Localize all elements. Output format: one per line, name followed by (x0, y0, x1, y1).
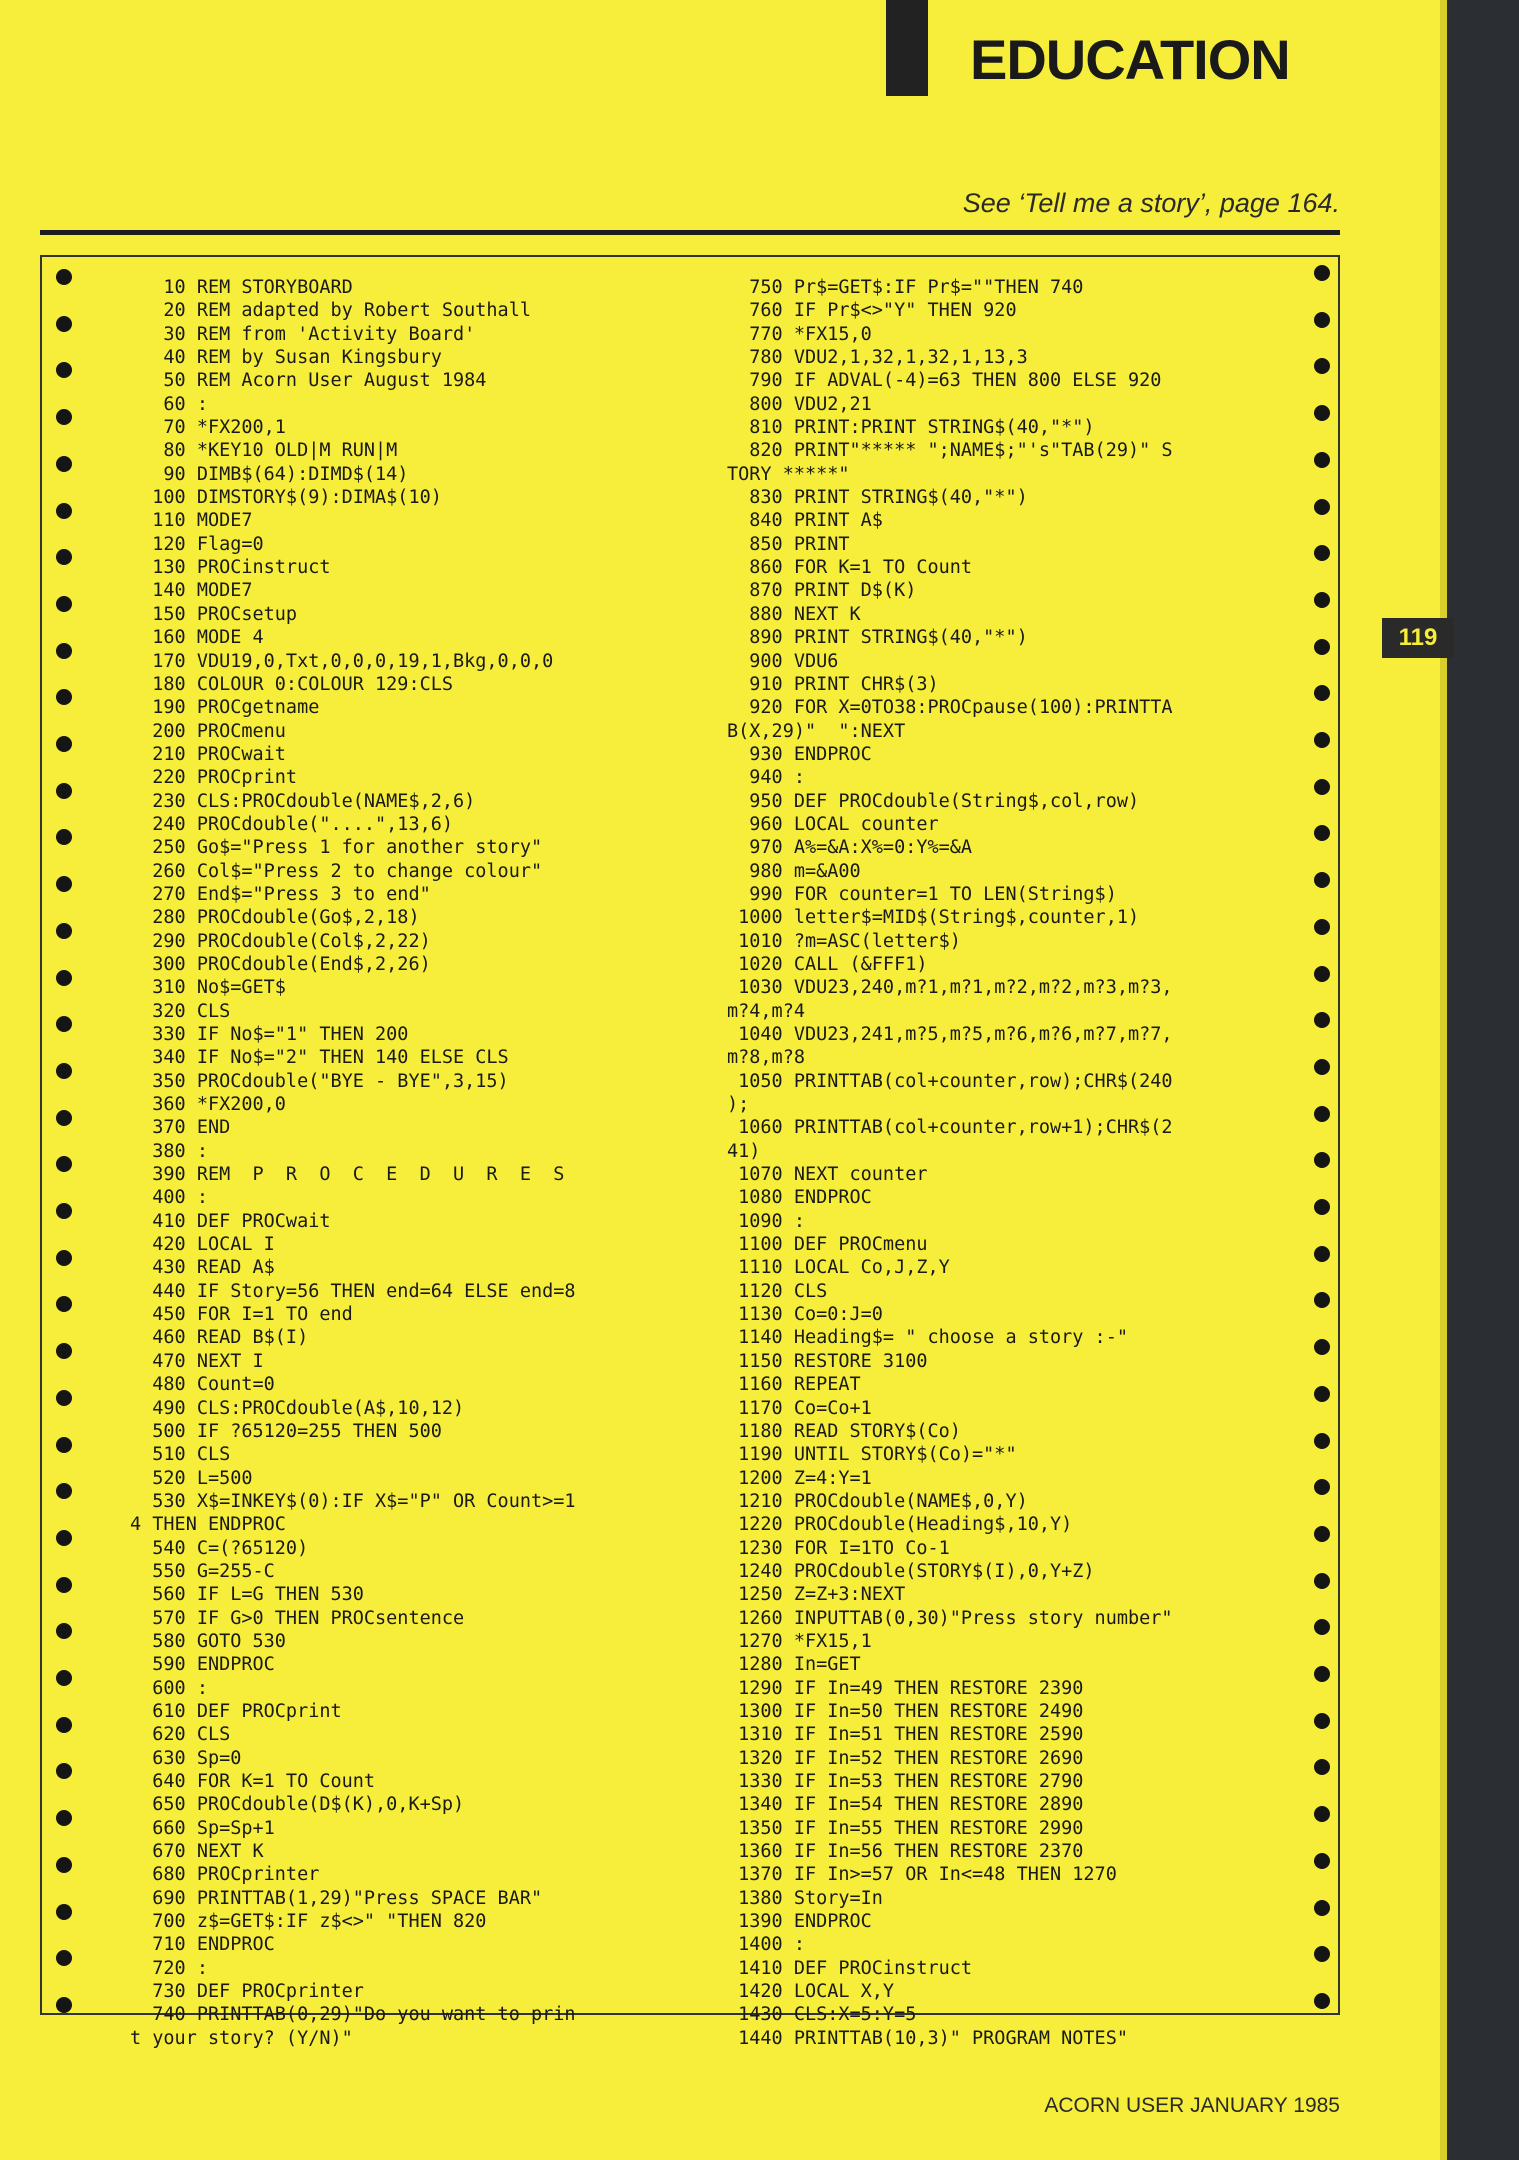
sprocket-hole (1314, 1666, 1330, 1682)
listing-line: 1320 IF In=52 THEN RESTORE 2690 (727, 1747, 1084, 1769)
listing-line: 610 DEF PROCprint (130, 1700, 342, 1722)
listing-line: 260 Col$="Press 2 to change colour" (130, 860, 543, 882)
listing-line: 690 PRINTTAB(1,29)"Press SPACE BAR" (130, 1887, 543, 1909)
listing-line: 890 PRINT STRING$(40,"*") (727, 627, 1028, 649)
listing-line: 1040 VDU23,241,m?5,m?5,m?6,m?6,m?7,m?7, (727, 1024, 1173, 1045)
listing-line: m?4,m?4 (727, 1000, 805, 1022)
sprocket-hole (56, 1483, 72, 1499)
listing-line: 420 LOCAL I (130, 1234, 275, 1256)
listing-line: 370 END (130, 1117, 231, 1139)
sprocket-hole (56, 1390, 72, 1406)
listing-line: 1110 LOCAL Co,J,Z,Y (727, 1257, 950, 1279)
sprocket-hole (56, 1203, 72, 1219)
listing-line: 1160 REPEAT (727, 1374, 861, 1396)
listing-line: 310 No$=GET$ (130, 977, 286, 999)
sprocket-hole (1314, 1900, 1330, 1916)
sprocket-hole (1314, 1059, 1330, 1075)
listing-line: 490 CLS:PROCdouble(A$,10,12) (130, 1397, 465, 1419)
sprocket-hole (1314, 1573, 1330, 1589)
sprocket-hole (1314, 499, 1330, 515)
listing-line: 1000 letter$=MID$(String$,counter,1) (727, 907, 1140, 929)
listing-line: 10 REM STORYBOARD (130, 277, 353, 298)
listing-line: 590 ENDPROC (130, 1654, 275, 1676)
listing-line: 1210 PROCdouble(NAME$,0,Y) (727, 1490, 1028, 1512)
sprocket-hole (1314, 1993, 1330, 2009)
cross-reference-subtitle: See ‘Tell me a story’, page 164. (962, 188, 1340, 218)
listing-line: 990 FOR counter=1 TO LEN(String$) (727, 883, 1117, 905)
listing-line: 280 PROCdouble(Go$,2,18) (130, 907, 420, 929)
listing-line: 110 MODE7 (130, 510, 253, 532)
sprocket-hole (56, 1904, 72, 1920)
listing-line: 340 IF No$="2" THEN 140 ELSE CLS (130, 1047, 509, 1069)
listing-line: 360 *FX200,0 (130, 1094, 286, 1116)
sprocket-hole (56, 1670, 72, 1686)
header-rule (40, 230, 1340, 235)
listing-line: 200 PROCmenu (130, 720, 286, 742)
sprocket-hole (56, 1063, 72, 1079)
listing-line: 1010 ?m=ASC(letter$) (727, 930, 961, 952)
sprocket-hole (56, 1110, 72, 1126)
listing-line: m?8,m?8 (727, 1047, 805, 1069)
listing-line: 20 REM adapted by Robert Southall (130, 300, 531, 322)
listing-line: 1090 : (727, 1210, 805, 1232)
listing-line: 390 REM P R O C E D U R E S (130, 1164, 565, 1186)
listing-line: 1180 READ STORY$(Co) (727, 1420, 961, 1442)
listing-line: 130 PROCinstruct (130, 557, 331, 579)
sprocket-hole (1314, 452, 1330, 468)
sprocket-hole (56, 409, 72, 425)
sprocket-hole (1314, 1853, 1330, 1869)
listing-line: 1280 In=GET (727, 1654, 861, 1676)
listing-line: 470 NEXT I (130, 1350, 264, 1372)
listing-line: 710 ENDPROC (130, 1934, 275, 1956)
listing-line: 1190 UNTIL STORY$(Co)="*" (727, 1444, 1017, 1466)
listing-line: 30 REM from 'Activity Board' (130, 323, 476, 345)
listing-line: 100 DIMSTORY$(9):DIMA$(10) (130, 487, 442, 509)
sprocket-hole (56, 549, 72, 565)
listing-line: 980 m=&A00 (727, 860, 861, 882)
listing-line: 150 PROCsetup (130, 603, 298, 625)
sprocket-hole (1314, 358, 1330, 374)
listing-line: 740 PRINTTAB(0,29)"Do you want to prin (130, 2004, 576, 2026)
listing-line: 1420 LOCAL X,Y (727, 1981, 895, 2003)
listing-line: 920 FOR X=0TO38:PROCpause(100):PRINTTA (727, 697, 1173, 719)
listing-line: 970 A%=&A:X%=0:Y%=&A (727, 837, 973, 859)
listing-line: 540 C=(?65120) (130, 1537, 309, 1559)
sprocket-hole (1314, 1246, 1330, 1262)
sprocket-hole (1314, 919, 1330, 935)
listing-line: 1220 PROCdouble(Heading$,10,Y) (727, 1514, 1073, 1536)
listing-line: 380 : (130, 1140, 208, 1162)
listing-line: 720 : (130, 1957, 208, 1979)
listing-line: 790 IF ADVAL(-4)=63 THEN 800 ELSE 920 (727, 370, 1162, 392)
listing-line: 1440 PRINTTAB(10,3)" PROGRAM NOTES" (727, 2027, 1128, 2049)
listing-line: 930 ENDPROC (727, 743, 872, 765)
listing-line: t your story? (Y/N)" (130, 2027, 353, 2049)
listing-line: 910 PRINT CHR$(3) (727, 673, 939, 695)
listing-line: 960 LOCAL counter (727, 813, 939, 835)
sprocket-hole (1314, 732, 1330, 748)
sprocket-hole (56, 1296, 72, 1312)
sprocket-hole (56, 1623, 72, 1639)
listing-line: 60 : (130, 393, 208, 415)
sprocket-hole (56, 783, 72, 799)
listing-line: 760 IF Pr$<>"Y" THEN 920 (727, 300, 1017, 322)
listing-line: 450 FOR I=1 TO end (130, 1304, 353, 1326)
sprocket-hole (1314, 1152, 1330, 1168)
listing-line: 870 PRINT D$(K) (727, 580, 917, 602)
sprocket-hole (1314, 405, 1330, 421)
sprocket-hole (1314, 265, 1330, 281)
listing-line: 1270 *FX15,1 (727, 1630, 872, 1652)
listing-line: 70 *FX200,1 (130, 417, 286, 439)
listing-line: 220 PROCprint (130, 767, 298, 789)
listing-line: 160 MODE 4 (130, 627, 264, 649)
sprocket-hole (56, 1016, 72, 1032)
listing-line: 1200 Z=4:Y=1 (727, 1467, 872, 1489)
sprocket-hole (56, 316, 72, 332)
sprocket-hole (1314, 1339, 1330, 1355)
listing-line: 670 NEXT K (130, 1841, 264, 1863)
listing-line: 460 READ B$(I) (130, 1327, 309, 1349)
sprocket-hole (1314, 1759, 1330, 1775)
listing-line: 1140 Heading$= " choose a story :-" (727, 1327, 1128, 1349)
listing-line: 1300 IF In=50 THEN RESTORE 2490 (727, 1700, 1084, 1722)
listing-line: 620 CLS (130, 1724, 231, 1746)
listing-line: 570 IF G>0 THEN PROCsentence (130, 1607, 465, 1629)
listing-line: 40 REM by Susan Kingsbury (130, 347, 442, 369)
listing-line: 1230 FOR I=1TO Co-1 (727, 1537, 950, 1559)
listing-line: 41) (727, 1140, 761, 1162)
listing-line: 480 Count=0 (130, 1374, 275, 1396)
listing-line: 580 GOTO 530 (130, 1630, 286, 1652)
sprocket-hole (1314, 545, 1330, 561)
sprocket-hole (56, 456, 72, 472)
sprocket-hole (56, 362, 72, 378)
sprocket-hole (56, 269, 72, 285)
listing-line: 270 End$="Press 3 to end" (130, 883, 431, 905)
sprocket-hole (56, 1763, 72, 1779)
listing-line: 1310 IF In=51 THEN RESTORE 2590 (727, 1724, 1084, 1746)
sprocket-hole (56, 970, 72, 986)
listing-line: 780 VDU2,1,32,1,32,1,13,3 (727, 347, 1028, 369)
sprocket-hole (56, 596, 72, 612)
listing-line: 410 DEF PROCwait (130, 1210, 331, 1232)
sprocket-hole (1314, 1106, 1330, 1122)
program-listing-right (727, 276, 1307, 2050)
sprocket-hole (1314, 685, 1330, 701)
listing-line: 140 MODE7 (130, 580, 253, 602)
sprocket-hole (56, 1156, 72, 1172)
listing-line: 1070 NEXT counter (727, 1164, 928, 1186)
listing-line: 1380 Story=In (727, 1887, 883, 1909)
listing-line: 1350 IF In=55 THEN RESTORE 2990 (727, 1817, 1084, 1839)
listing-line: 1390 ENDPROC (727, 1911, 872, 1933)
sprocket-hole (1314, 1479, 1330, 1495)
sprocket-hole (1314, 639, 1330, 655)
listing-line: 600 : (130, 1677, 208, 1699)
listing-line: 400 : (130, 1187, 208, 1209)
sprocket-hole (1314, 1199, 1330, 1215)
sprocket-hole (1314, 1012, 1330, 1028)
sprocket-hole (56, 829, 72, 845)
listing-line: 1370 IF In>=57 OR In<=48 THEN 1270 (727, 1864, 1117, 1886)
listing-line: 1430 CLS:X=5:Y=5 (727, 2004, 917, 2026)
listing-line: 940 : (727, 767, 805, 789)
listing-line: 1030 VDU23,240,m?1,m?1,m?2,m?2,m?3,m?3, (727, 977, 1173, 999)
listing-line: 700 z$=GET$:IF z$<>" "THEN 820 (130, 1911, 487, 1933)
listing-line: 170 VDU19,0,Txt,0,0,0,19,1,Bkg,0,0,0 (130, 650, 554, 672)
sprocket-hole (56, 1717, 72, 1733)
listing-line: 1290 IF In=49 THEN RESTORE 2390 (727, 1677, 1084, 1699)
listing-line: 1020 CALL (&FFF1) (727, 953, 928, 975)
magazine-footer: ACORN USER JANUARY 1985 (1044, 2094, 1340, 2117)
sprocket-holes-right (1314, 255, 1334, 2015)
listing-line: 630 Sp=0 (130, 1747, 242, 1769)
sprocket-hole (1314, 825, 1330, 841)
sprocket-hole (56, 689, 72, 705)
listing-line: 560 IF L=G THEN 530 (130, 1584, 364, 1606)
listing-line: 1150 RESTORE 3100 (727, 1350, 928, 1372)
sprocket-hole (56, 1250, 72, 1266)
sprocket-hole (1314, 779, 1330, 795)
listing-line: 1060 PRINTTAB(col+counter,row+1);CHR$(2 (727, 1117, 1173, 1139)
listing-line: ); (727, 1094, 750, 1116)
listing-line: 820 PRINT"***** ";NAME$;"'s"TAB(29)" S (727, 440, 1173, 462)
sprocket-hole (56, 1530, 72, 1546)
listing-line: 860 FOR K=1 TO Count (727, 557, 973, 579)
listing-line: 250 Go$="Press 1 for another story" (130, 837, 543, 859)
sprocket-hole (56, 1810, 72, 1826)
listing-line: 1050 PRINTTAB(col+counter,row);CHR$(240 (727, 1070, 1173, 1092)
listing-line: 810 PRINT:PRINT STRING$(40,"*") (727, 417, 1095, 439)
listing-line: 180 COLOUR 0:COLOUR 129:CLS (130, 673, 454, 695)
sprocket-hole (1314, 872, 1330, 888)
sprocket-hole (56, 643, 72, 659)
listing-line: 440 IF Story=56 THEN end=64 ELSE end=8 (130, 1280, 576, 1302)
sprocket-hole (56, 1577, 72, 1593)
sprocket-hole (56, 736, 72, 752)
sprocket-hole (56, 503, 72, 519)
sprocket-hole (56, 923, 72, 939)
listing-line: 210 PROCwait (130, 743, 286, 765)
listing-line: 1360 IF In=56 THEN RESTORE 2370 (727, 1841, 1084, 1863)
listing-line: 640 FOR K=1 TO Count (130, 1771, 376, 1792)
listing-line: 510 CLS (130, 1444, 231, 1466)
listing-line: 4 THEN ENDPROC (130, 1514, 286, 1536)
listing-line: 1120 CLS (727, 1280, 828, 1302)
listing-line: 90 DIMB$(64):DIMD$(14) (130, 463, 409, 485)
section-title: EDUCATION (970, 28, 1290, 91)
sprocket-hole (56, 1437, 72, 1453)
listing-line: 650 PROCdouble(D$(K),0,K+Sp) (130, 1794, 465, 1816)
sprocket-hole (1314, 1806, 1330, 1822)
sprocket-hole (56, 1343, 72, 1359)
listing-line: TORY *****" (727, 463, 850, 485)
listing-line: 1240 PROCdouble(STORY$(I),0,Y+Z) (727, 1560, 1095, 1582)
listing-line: 1260 INPUTTAB(0,30)"Press story number" (727, 1607, 1173, 1629)
listing-line: 680 PROCprinter (130, 1864, 320, 1886)
listing-line: 1250 Z=Z+3:NEXT (727, 1584, 906, 1606)
listing-line: 850 PRINT (727, 533, 850, 555)
listing-line: 1410 DEF PROCinstruct (727, 1957, 973, 1979)
sprocket-hole (56, 1857, 72, 1873)
listing-line: 230 CLS:PROCdouble(NAME$,2,6) (130, 790, 476, 812)
sprocket-hole (1314, 1386, 1330, 1402)
listing-line: 660 Sp=Sp+1 (130, 1817, 275, 1839)
listing-line: 1080 ENDPROC (727, 1187, 872, 1209)
sprocket-hole (56, 876, 72, 892)
program-listing-left (130, 276, 710, 2050)
sprocket-hole (56, 1950, 72, 1966)
listing-line: 880 NEXT K (727, 603, 861, 625)
listing-line: 770 *FX15,0 (727, 323, 872, 345)
section-marker-bar (886, 0, 928, 96)
listing-line: 1330 IF In=53 THEN RESTORE 2790 (727, 1771, 1084, 1792)
listing-line: 290 PROCdouble(Col$,2,22) (130, 930, 431, 952)
listing-line: 330 IF No$="1" THEN 200 (130, 1024, 409, 1045)
sprocket-hole (1314, 1946, 1330, 1962)
sprocket-hole (1314, 1433, 1330, 1449)
page-number-badge: 119 (1382, 618, 1454, 658)
listing-line: 520 L=500 (130, 1467, 253, 1489)
sprocket-hole (1314, 1292, 1330, 1308)
sprocket-hole (1314, 1526, 1330, 1542)
listing-line: 190 PROCgetname (130, 697, 320, 719)
page-edge-dark (1447, 0, 1519, 2160)
listing-line: 50 REM Acorn User August 1984 (130, 370, 487, 392)
listing-line: 840 PRINT A$ (727, 510, 883, 532)
listing-line: 830 PRINT STRING$(40,"*") (727, 487, 1028, 509)
sprocket-hole (1314, 1713, 1330, 1729)
listing-line: 1130 Co=0:J=0 (727, 1304, 883, 1326)
listing-line: 800 VDU2,21 (727, 393, 872, 415)
sprocket-hole (1314, 312, 1330, 328)
sprocket-holes-left (56, 255, 76, 2015)
listing-line: 430 READ A$ (130, 1257, 275, 1279)
listing-line: 950 DEF PROCdouble(String$,col,row) (727, 790, 1140, 812)
listing-line: 320 CLS (130, 1000, 231, 1022)
listing-line: 240 PROCdouble("....",13,6) (130, 813, 454, 835)
listing-line: 550 G=255-C (130, 1560, 275, 1582)
listing-line: 1400 : (727, 1934, 805, 1956)
listing-line: B(X,29)" ":NEXT (727, 720, 906, 742)
sprocket-hole (56, 1997, 72, 2013)
listing-line: 530 X$=INKEY$(0):IF X$="P" OR Count>=1 (130, 1490, 576, 1512)
listing-line: 1170 Co=Co+1 (727, 1397, 872, 1419)
sprocket-hole (1314, 592, 1330, 608)
sprocket-hole (1314, 1619, 1330, 1635)
listing-line: 120 Flag=0 (130, 533, 264, 555)
listing-line: 1100 DEF PROCmenu (727, 1234, 928, 1256)
listing-line: 1340 IF In=54 THEN RESTORE 2890 (727, 1794, 1084, 1816)
listing-line: 80 *KEY10 OLD|M RUN|M (130, 440, 398, 462)
listing-line: 730 DEF PROCprinter (130, 1981, 364, 2003)
listing-line: 300 PROCdouble(End$,2,26) (130, 953, 431, 975)
listing-line: 500 IF ?65120=255 THEN 500 (130, 1420, 442, 1442)
listing-line: 900 VDU6 (727, 650, 839, 672)
listing-line: 750 Pr$=GET$:IF Pr$=""THEN 740 (727, 277, 1084, 298)
listing-line: 350 PROCdouble("BYE - BYE",3,15) (130, 1070, 509, 1092)
sprocket-hole (1314, 966, 1330, 982)
